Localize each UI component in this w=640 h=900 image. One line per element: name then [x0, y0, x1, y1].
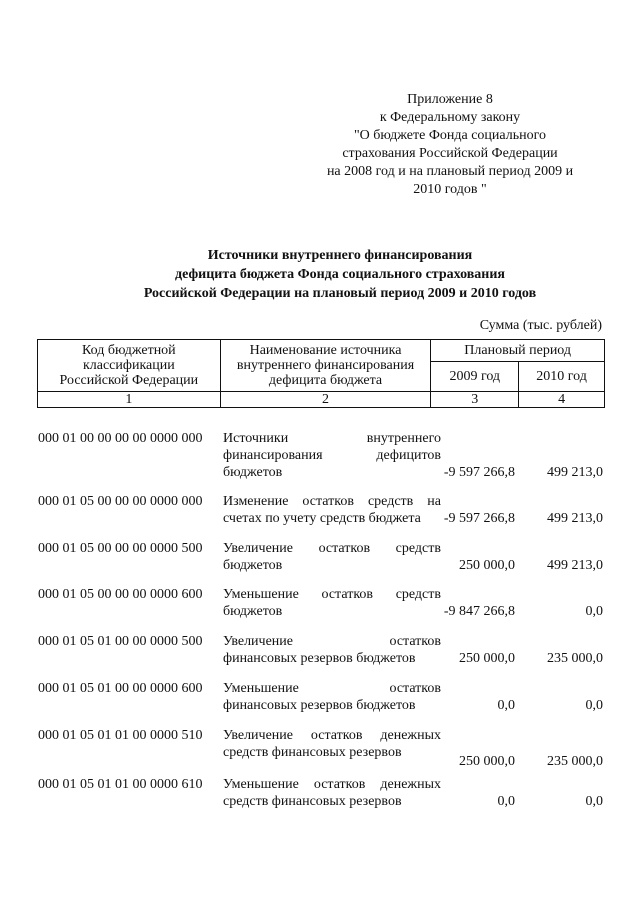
row-value-2010: 235 000,0: [547, 651, 603, 666]
row-name: Увеличение остатков денежных средств финансовых резервов: [223, 728, 441, 760]
row-code: 000 01 00 00 00 00 0000 000: [38, 431, 203, 446]
appendix-line: "О бюджете Фонда социального: [353, 128, 547, 143]
table-row: [38, 540, 603, 576]
row-name: Увеличение остатков финансовых резервов бюджетов: [223, 634, 441, 666]
row-code: 000 01 05 00 00 00 0000 000: [38, 494, 203, 509]
row-value-2009: 250 000,0: [459, 754, 515, 769]
row-value-2009: 0,0: [497, 698, 515, 713]
header-year-2010: 2010 год: [519, 362, 605, 392]
appendix-line: страхования Российской Федерации: [342, 146, 558, 161]
row-value-2010: 0,0: [585, 604, 603, 619]
table-row: [38, 727, 603, 771]
row-code: 000 01 05 00 00 00 0000 500: [38, 541, 203, 556]
row-name: Увеличение остатков средств бюджетов: [223, 541, 441, 573]
table-row: [38, 586, 603, 622]
header-planned-period: Плановый период: [431, 340, 605, 362]
row-name: Изменение остатков средств на счетах по учету средств бюджета: [223, 494, 441, 526]
appendix-line: на 2008 год и на плановый период 2009 и: [326, 164, 574, 179]
document-title: [40, 246, 640, 303]
row-value-2010: 499 213,0: [547, 511, 603, 526]
row-value-2009: -9 847 266,8: [443, 604, 515, 619]
units-label: Сумма (тыс. рублей): [479, 318, 602, 333]
row-name: Источники внутреннего финансирования дефицитов бюджетов: [223, 431, 441, 480]
row-value-2010: 235 000,0: [547, 754, 603, 769]
row-name: Уменьшение остатков денежных средств финансовых резервов: [223, 777, 441, 809]
header-num-1: 1: [38, 392, 221, 408]
row-value-2009: 0,0: [497, 794, 515, 809]
header-num-3: 3: [431, 392, 519, 408]
row-value-2009: -9 597 266,8: [443, 465, 515, 480]
row-value-2010: 0,0: [585, 698, 603, 713]
row-value-2010: 499 213,0: [547, 558, 603, 573]
appendix-reference: [300, 91, 600, 199]
row-value-2009: 250 000,0: [459, 651, 515, 666]
appendix-line: к Федеральному закону: [379, 110, 521, 125]
header-source-name: Наименование источника внутреннего финансирования дефицита бюджета: [220, 340, 431, 392]
header-num-2: 2: [220, 392, 431, 408]
table-row: [38, 776, 603, 812]
row-code: 000 01 05 01 00 00 0000 500: [38, 634, 203, 649]
row-code: 000 01 05 01 01 00 0000 510: [38, 728, 203, 743]
row-name: Уменьшение остатков средств бюджетов: [223, 587, 441, 619]
appendix-line: Приложение 8: [407, 92, 493, 107]
table-row: [38, 430, 603, 486]
table-row: [38, 493, 603, 529]
title-line: Российской Федерации на плановый период 2009 и 2010 годов: [143, 286, 537, 301]
title-line: дефицита бюджета Фонда социального страхования: [174, 267, 506, 282]
title-line: Источники внутреннего финансирования: [207, 248, 473, 263]
row-code: 000 01 05 01 01 00 0000 610: [38, 777, 203, 792]
table-header: [37, 339, 605, 408]
table-row: [38, 633, 603, 669]
row-code: 000 01 05 00 00 00 0000 600: [38, 587, 203, 602]
header-code: Код бюджетной классификации Российской Федерации: [38, 340, 221, 392]
row-value-2010: 0,0: [585, 794, 603, 809]
header-year-2009: 2009 год: [431, 362, 519, 392]
row-value-2009: 250 000,0: [459, 558, 515, 573]
row-code: 000 01 05 01 00 00 0000 600: [38, 681, 203, 696]
row-name: Уменьшение остатков финансовых резервов бюджетов: [223, 681, 441, 713]
appendix-line: 2010 годов ": [413, 182, 487, 197]
row-value-2009: -9 597 266,8: [443, 511, 515, 526]
table-row: [38, 680, 603, 716]
row-value-2010: 499 213,0: [547, 465, 603, 480]
header-num-4: 4: [519, 392, 605, 408]
